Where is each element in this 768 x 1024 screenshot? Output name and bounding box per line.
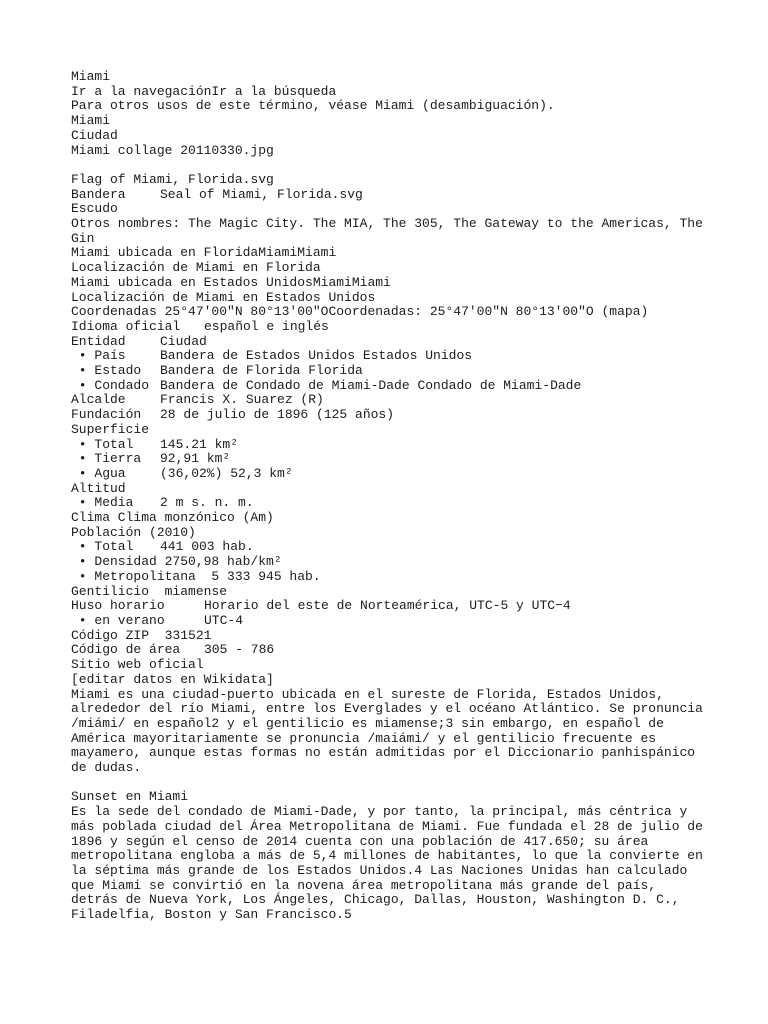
infobox-type: Ciudad bbox=[71, 127, 118, 143]
edit-wikidata-link[interactable]: [editar datos en Wikidata] bbox=[71, 671, 274, 687]
intro-paragraph: Miami es una ciudad-puerto ubicada en el sureste de Florida, Estados Unidos, alrededor del río Miami, entre los Everglades y el océano Atlántico. Se pronuncia /miámi/ en español2 y el gentilicio es miamense;3 sin embargo, en español de América mayoritariamente se pronuncia /maiámi/ y el gentilicio frecuente es mayamero, aunque estas formas no están admitidas por el Diccionario panhispánico de dudas. bbox=[71, 686, 703, 776]
paragraph-2: Es la sede del condado de Miami-Dade, y por tanto, la principal, más céntrica y más poblada ciudad del Área Metropolitana de Miami. Fue fundada el 28 de julio de 1896 y según el censo de 2014 cuenta con una población de 417.650; su área metropolitana engloba a más de 5,4 millones de habitantes, lo que la convierte en la séptima más grande de los Estados Unidos.4 Las Naciones Unidas han calculado que Miami se convirtió en la novena área metropolitana más grande del país, detrás de Nueva York, Los Ángeles, Chicago, Dallas, Houston, Washington D. C., Filadelfia, Boston y San Francisco.5 bbox=[71, 804, 703, 923]
infobox-row-verano bbox=[71, 614, 708, 629]
page-title: Miami bbox=[71, 69, 111, 84]
infobox-row-agua bbox=[71, 467, 708, 482]
infobox-row-pais bbox=[71, 349, 708, 364]
map-usa: Miami ubicada en Estados UnidosMiamiMiami bbox=[71, 274, 391, 290]
area-code-value: 305 - 786 bbox=[204, 642, 275, 658]
poblacion-heading: Población (2010) bbox=[71, 524, 196, 540]
tierra-value: 92,91 km² bbox=[160, 451, 231, 467]
infobox-row-tierra bbox=[71, 452, 708, 467]
infobox-row-condado bbox=[71, 379, 708, 394]
pais-label: • País bbox=[71, 348, 126, 364]
infobox-row-fundacion bbox=[71, 408, 708, 423]
blank-line bbox=[71, 158, 708, 173]
superficie-heading: Superficie bbox=[71, 421, 150, 437]
infobox-row-estado bbox=[71, 364, 708, 379]
infobox-row-alcalde bbox=[71, 393, 708, 408]
fundacion-label: Fundación bbox=[71, 407, 142, 423]
agua-value: (36,02%) 52,3 km² bbox=[160, 465, 293, 481]
altitud-heading: Altitud bbox=[71, 480, 126, 496]
disambiguation-note: Para otros usos de este término, véase Miami (desambiguación). bbox=[71, 98, 555, 114]
idioma-label: Idioma oficial bbox=[71, 318, 181, 334]
infobox-row-media bbox=[71, 496, 708, 511]
map-florida-caption: Localización de Miami en Florida bbox=[71, 260, 321, 276]
sunset-image-caption: Sunset en Miami bbox=[71, 789, 189, 805]
media-value: 2 m s. n. m. bbox=[160, 495, 254, 511]
flag-image-caption: Flag of Miami, Florida.svg bbox=[71, 171, 274, 187]
metropolitana-row: • Metropolitana 5 333 945 hab. bbox=[71, 568, 321, 584]
entidad-label: Entidad bbox=[71, 333, 126, 349]
huso-label: Huso horario bbox=[71, 598, 165, 614]
bandera-row bbox=[71, 188, 708, 203]
infobox-row-area-code bbox=[71, 643, 708, 658]
media-label: • Media bbox=[71, 495, 134, 511]
official-website-link[interactable]: Sitio web oficial bbox=[71, 657, 204, 673]
map-usa-caption: Localización de Miami en Estados Unidos bbox=[71, 289, 376, 305]
verano-value: UTC-4 bbox=[204, 613, 244, 628]
idioma-value: español e inglés bbox=[204, 318, 329, 334]
estado-label: • Estado bbox=[71, 363, 142, 379]
infobox-row-total-pop bbox=[71, 540, 708, 555]
condado-label: • Condado bbox=[71, 377, 150, 393]
agua-label: • Agua bbox=[71, 465, 126, 481]
pais-value[interactable]: Bandera de Estados Unidos Estados Unidos bbox=[160, 348, 473, 364]
collage-image-caption: Miami collage 20110330.jpg bbox=[71, 142, 274, 158]
verano-label: • en verano bbox=[71, 613, 165, 628]
infobox-row-huso bbox=[71, 599, 708, 614]
total-pop-label: • Total bbox=[71, 539, 134, 555]
condado-value[interactable]: Bandera de Condado de Miami-Dade Condado de Miami-Dade bbox=[160, 377, 582, 393]
alcalde-value[interactable]: Francis X. Suarez (R) bbox=[160, 392, 324, 408]
huso-value[interactable]: Horario del este de Norteamérica, UTC-5 y UTC−4 bbox=[204, 598, 571, 614]
fundacion-value: 28 de julio de 1896 (125 años) bbox=[160, 407, 395, 423]
total-pop-value: 441 003 hab. bbox=[160, 539, 254, 555]
bandera-label: Bandera bbox=[71, 186, 126, 202]
clima-row: Clima Clima monzónico (Am) bbox=[71, 510, 274, 526]
total-area-value: 145.21 km² bbox=[160, 436, 239, 452]
escudo-label: Escudo bbox=[71, 201, 118, 217]
densidad-row: • Densidad 2750,98 hab/km² bbox=[71, 554, 282, 570]
estado-value[interactable]: Bandera de Florida Florida bbox=[160, 363, 363, 379]
infobox-name: Miami bbox=[71, 113, 111, 129]
entidad-value: Ciudad bbox=[160, 333, 207, 349]
blank-line bbox=[71, 776, 708, 791]
map-florida: Miami ubicada en FloridaMiamiMiami bbox=[71, 245, 337, 261]
coordinates[interactable]: Coordenadas 25°47′00″N 80°13′00″OCoordenadas: 25°47′00″N 80°13′00″O (mapa) bbox=[71, 304, 649, 320]
total-area-label: • Total bbox=[71, 436, 134, 452]
navigation-links[interactable]: Ir a la navegaciónIr a la búsqueda bbox=[71, 83, 337, 99]
infobox-row-idioma bbox=[71, 320, 708, 335]
area-code-label: Código de área bbox=[71, 642, 181, 658]
seal-image-caption: Seal of Miami, Florida.svg bbox=[160, 186, 363, 202]
infobox-row-total-area bbox=[71, 438, 708, 453]
gentilicio-row: Gentilicio miamense bbox=[71, 583, 228, 599]
infobox-row-entidad bbox=[71, 335, 708, 350]
tierra-label: • Tierra bbox=[71, 451, 142, 467]
alcalde-label: Alcalde bbox=[71, 392, 126, 408]
other-names: Otros nombres: The Magic City. The MIA, The 305, The Gateway to the Americas, The Gin bbox=[71, 216, 703, 246]
zip-row: Código ZIP 331521 bbox=[71, 627, 212, 643]
